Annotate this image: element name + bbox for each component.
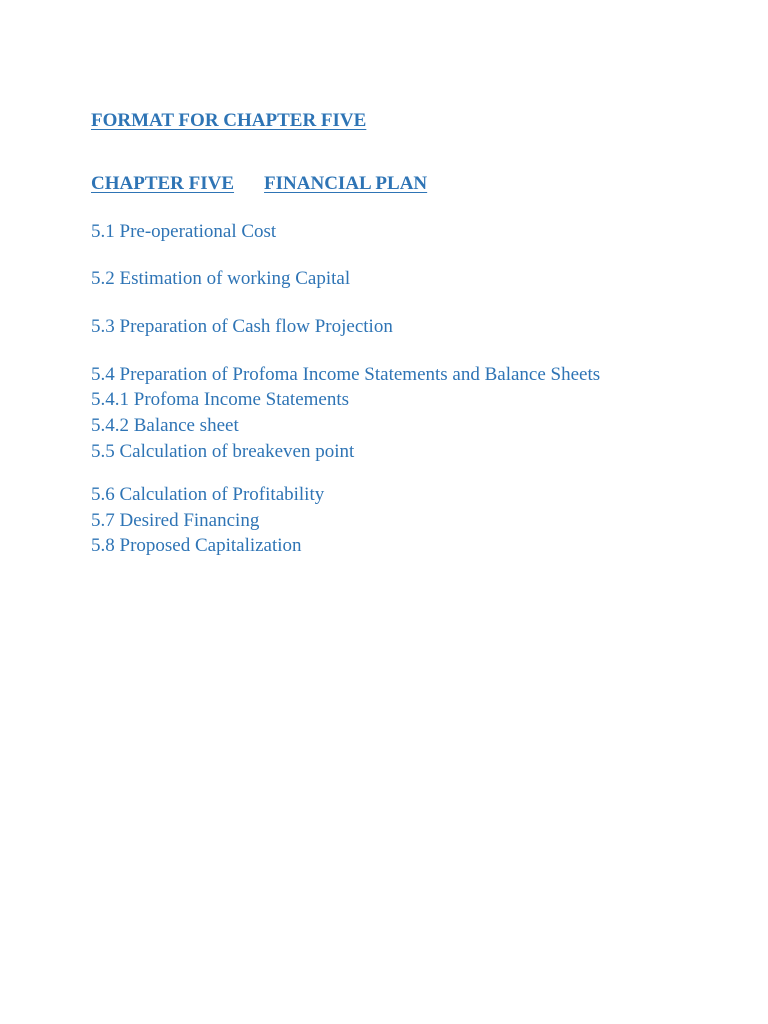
section-item-5-2: 5.2 Estimation of working Capital [91,268,351,289]
section-item-5-4-1: 5.4.1 Profoma Income Statements [91,389,350,410]
section-item-5-7: 5.7 Desired Financing [91,510,260,531]
section-item-5-5: 5.5 Calculation of breakeven point [91,441,355,462]
format-heading-text: FORMAT FOR CHAPTER FIVE [91,110,367,131]
chapter-title: FINANCIAL PLAN [264,173,428,194]
section-item-5-8: 5.8 Proposed Capitalization [91,535,302,556]
format-heading [91,109,366,133]
chapter-label: CHAPTER FIVE [91,173,235,194]
section-item-5-4: 5.4 Preparation of Profoma Income Statements and Balance Sheets [91,364,601,385]
chapter-heading [91,172,427,196]
section-item-5-4-2: 5.4.2 Balance sheet [91,415,239,436]
section-item-5-1: 5.1 Pre-operational Cost [91,221,277,242]
section-item-5-6: 5.6 Calculation of Profitability [91,484,325,505]
section-item-5-3: 5.3 Preparation of Cash flow Projection [91,316,393,337]
